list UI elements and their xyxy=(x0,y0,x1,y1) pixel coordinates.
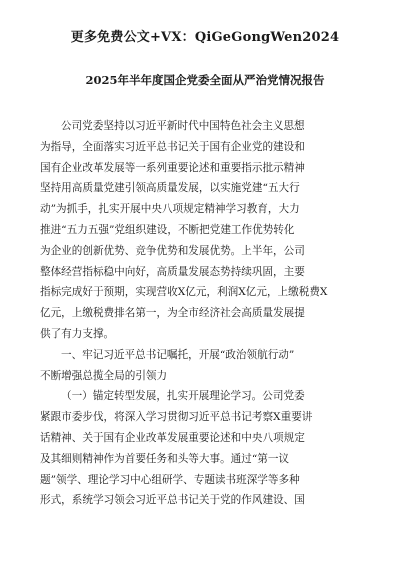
text-line: 为指导，全面落实习近平总书记关于国有企业党的建设和 xyxy=(40,140,305,153)
text-line: 不断增强总揽全局的引领力 xyxy=(40,369,168,382)
text-line: 一、牢记习近平总书记嘱托，开展“政治领航行动” xyxy=(61,348,295,361)
promo-header: 更多免费公文+VX：QiGeGongWen2024 xyxy=(70,30,340,45)
paragraph-1 xyxy=(40,116,370,345)
document-body xyxy=(40,116,370,511)
text-line: 形式，系统学习领会习近平总书记关于党的作风建设、国 xyxy=(40,494,305,507)
text-line: 题”领学、理论学习中心组研学、专题读书班深学等多种 xyxy=(40,473,300,486)
paragraph-2 xyxy=(40,386,370,511)
text-line: 供了有力支撑。 xyxy=(40,327,115,340)
text-line: 紧跟市委步伐，将深入学习贯彻习近平总书记考察X重要讲 xyxy=(40,411,313,424)
document-title: 2025年半年度国企党委全面从严治党情况报告 xyxy=(85,73,325,87)
text-line: 坚持用高质量党建引领高质量发展，以实施党建“五大行 xyxy=(40,182,300,195)
text-line: 动”为抓手，扎实开展中央八项规定精神学习教育，大力 xyxy=(40,203,300,216)
text-line: 国有企业改革发展等一系列重要论述和重要指示批示精神 xyxy=(40,161,305,174)
section-heading-1 xyxy=(40,345,370,387)
text-line: 及其细则精神作为首要任务和头等大事。通过“第一议 xyxy=(40,452,290,465)
text-line: 亿元，上缴税费排名第一，为全市经济社会高质量发展提 xyxy=(40,307,305,320)
text-line: 为企业的创新优势、竞争优势和发展优势。上半年，公司 xyxy=(40,244,305,257)
text-line: 公司党委坚持以习近平新时代中国特色社会主义思想 xyxy=(61,120,305,132)
text-line: 整体经营指标稳中向好，高质量发展态势持续巩固，主要 xyxy=(40,265,305,278)
text-line: 指标完成好于预期，实现营收X亿元，利润X亿元，上缴税费X xyxy=(40,286,328,299)
text-line: （一）锚定转型发展，扎实开展理论学习。公司党委 xyxy=(61,390,305,403)
text-line: 话精神、关于国有企业改革发展重要论述和中央八项规定 xyxy=(40,431,305,444)
text-line: 推进“五力五强”党组织建设，不断把党建工作优势转化 xyxy=(40,223,295,236)
